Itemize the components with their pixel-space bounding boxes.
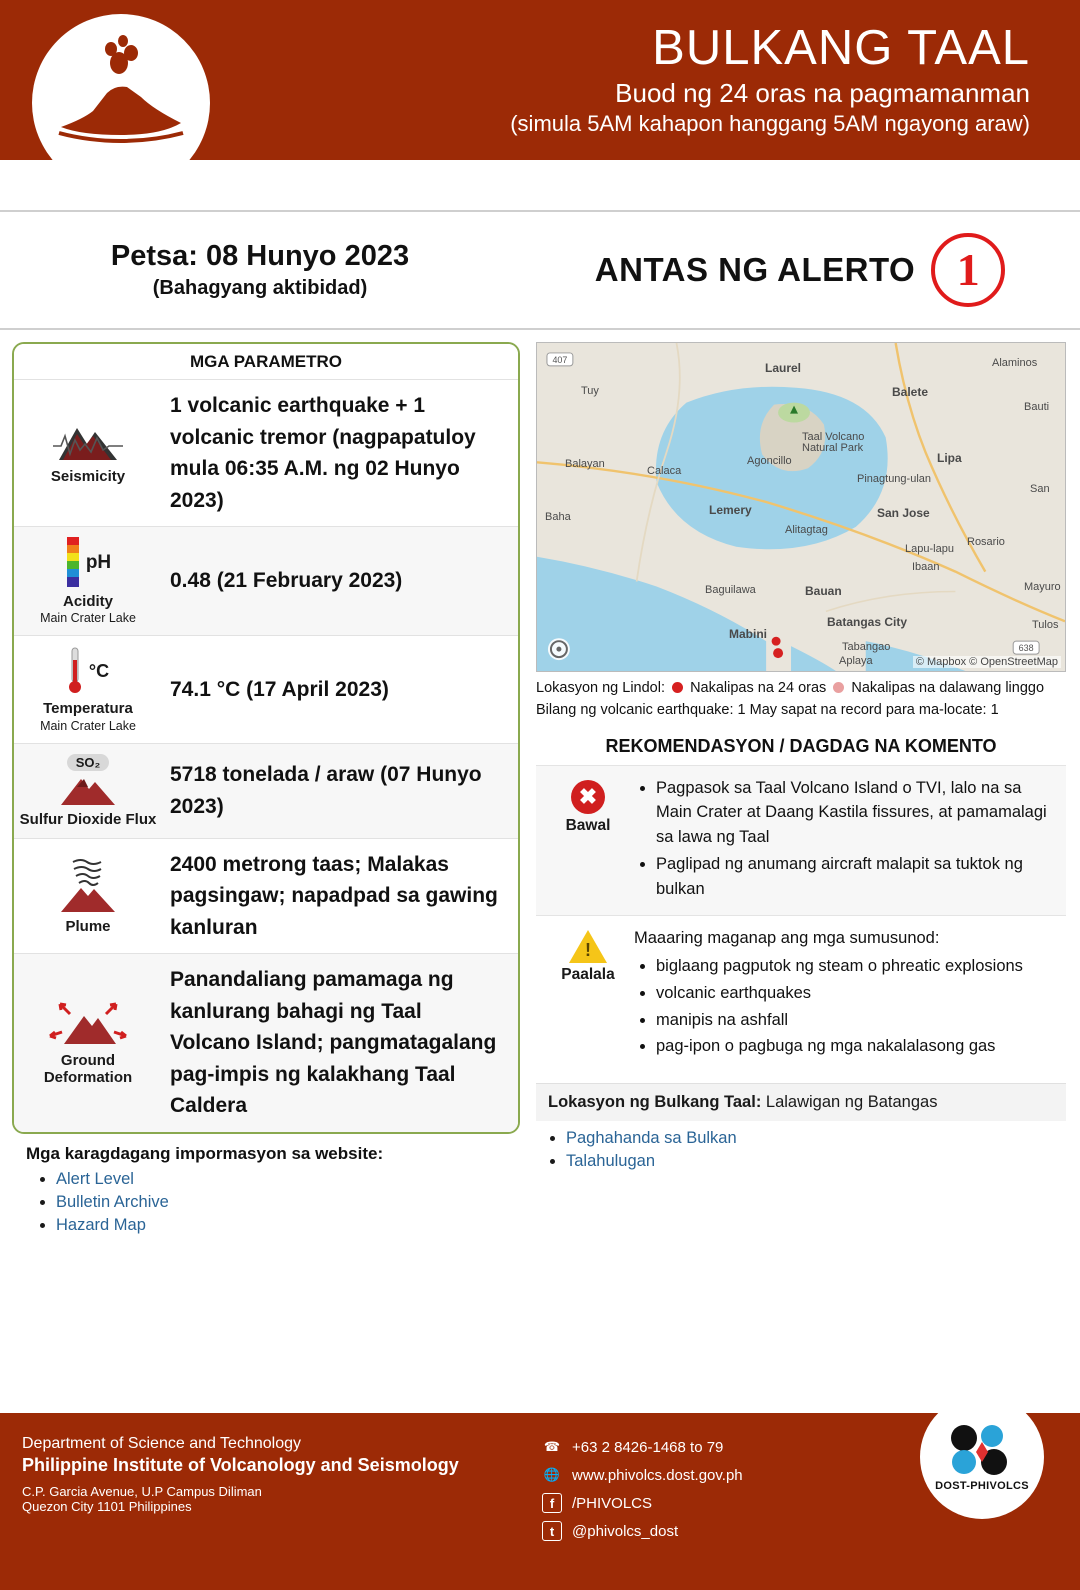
- map-attribution: © Mapbox © OpenStreetMap: [913, 656, 1061, 668]
- map-label: Bauan: [805, 584, 842, 598]
- facebook-icon: f: [542, 1493, 562, 1513]
- alert-level-badge: 1: [931, 233, 1005, 307]
- warning-icon: !: [569, 930, 607, 963]
- alert-level-label: ANTAS NG ALERTO: [594, 251, 916, 288]
- list-item: • Paglipad ng anumang aircraft malapit sa tuktok ng bulkan: [656, 852, 1058, 902]
- footer-agency-block: [22, 1435, 542, 1590]
- map-label: Bauti: [1024, 401, 1050, 413]
- map-label: Laurel: [765, 361, 802, 375]
- recommendations-title: REKOMENDASYON / DAGDAG NA KOMENTO: [605, 735, 997, 756]
- parameter-value: 0.48 (21 February 2023): [170, 569, 403, 593]
- map-label: Mabini: [729, 627, 767, 641]
- page-title: BULKANG TAAL: [652, 20, 1030, 75]
- legend-label-2weeks: Nakalipas na dalawang linggo: [851, 680, 1045, 696]
- legend-label-24h: Nakalipas na 24 oras: [690, 680, 827, 696]
- list-item[interactable]: [56, 1216, 520, 1235]
- taal-volcano-map[interactable]: [536, 342, 1066, 672]
- list-item: • manipis na ashfall: [656, 1008, 1058, 1033]
- link-paghahanda-sa-bulkan[interactable]: Paghahanda sa Bulkan: [566, 1129, 737, 1147]
- footer-department: Department of Science and Technology: [22, 1435, 301, 1452]
- page-subtitle: Buod ng 24 oras na pagmamanman: [615, 78, 1030, 109]
- map-label: Ibaan: [912, 561, 940, 573]
- parameter-value: 2400 metrong taas; Malakas pagsingaw; napadpad sa gawing kanluran: [170, 852, 498, 939]
- extra-links-title: Mga karagdagang impormasyon sa website:: [26, 1143, 384, 1163]
- so2-icon-cell: [14, 744, 162, 838]
- prohibited-body: [634, 776, 1058, 904]
- location-label: Lokasyon ng Bulkang Taal:: [548, 1093, 762, 1111]
- warning-icon-cell: [542, 926, 634, 1061]
- parameter-label: Sulfur Dioxide Flux: [19, 810, 157, 828]
- list-item: • volcanic earthquakes: [656, 981, 1058, 1006]
- list-item: • pag-ipon o pagbuga ng mga nakalalasong gas: [656, 1034, 1058, 1059]
- plume-volcano-icon: [55, 856, 121, 914]
- seismicity-icon: [53, 420, 123, 464]
- legend-prefix: Lokasyon ng Lindol:: [536, 680, 665, 696]
- warning-body: [634, 926, 1058, 1061]
- thermometer-icon: [67, 646, 83, 696]
- map-label: Tuy: [581, 385, 599, 397]
- page-header: [0, 0, 1080, 160]
- legend-dot-2weeks: [833, 682, 844, 693]
- footer-institute: Philippine Institute of Volcanology and Seismology: [22, 1455, 459, 1475]
- page-subtitle-2: (simula 5AM kahapon hanggang 5AM ngayong araw): [510, 111, 1030, 137]
- map-and-recommendations-column: [530, 330, 1080, 1410]
- main-content: [0, 330, 1080, 1410]
- location-value: Lalawigan ng Batangas: [765, 1093, 938, 1111]
- map-label: San Jose: [877, 506, 930, 520]
- warning-intro: Maaaring maganap ang mga sumusunod:: [634, 929, 940, 948]
- map-label: Batangas City: [827, 615, 908, 629]
- parameter-row-temperatura: [14, 635, 518, 742]
- legend-line-1: [536, 678, 1066, 700]
- map-labels: [537, 343, 1065, 671]
- prohibited-list: [634, 776, 1058, 902]
- map-label: Aplaya: [839, 655, 873, 667]
- parameter-value: Panandaliang pamamaga ng kanlurang bahagi ng Taal Volcano Island; pangmatagalang pag-impis ng kalakhang Taal Caldera: [170, 968, 497, 1118]
- dost-phivolcs-logo: [920, 1395, 1044, 1519]
- parameter-label: Ground Deformation: [43, 1051, 133, 1086]
- map-label: Natural Park: [802, 442, 864, 454]
- footer-logo-text: DOST-PHIVOLCS: [935, 1480, 1029, 1492]
- map-label: Mayuro: [1024, 581, 1061, 593]
- list-item: • Pagpasok sa Taal Volcano Island o TVI, lalo na sa Main Crater at Daang Kastila fissures, at pamamalagi sa lawa ng Taal: [656, 776, 1058, 850]
- list-item[interactable]: [566, 1152, 1066, 1171]
- parameter-value: 5718 tonelada / araw (07 Hunyo 2023): [170, 763, 482, 818]
- temperature-icon-cell: [14, 636, 162, 742]
- legend-line-2: Bilang ng volcanic earthquake: 1 May sapat na record para ma-locate: 1: [536, 701, 999, 718]
- map-label: Balayan: [565, 458, 605, 470]
- map-label: Baguilawa: [705, 584, 756, 596]
- warning-list: [634, 954, 1058, 1059]
- footer-website-text[interactable]: www.phivolcs.dost.gov.ph: [572, 1466, 743, 1484]
- link-bulletin-archive[interactable]: Bulletin Archive: [56, 1192, 169, 1211]
- svg-text:407: 407: [552, 354, 568, 365]
- ph-badge: pH: [85, 552, 112, 573]
- ph-scale-icon: [65, 537, 81, 589]
- so2-volcano-icon: [57, 773, 119, 807]
- map-label: Baha: [545, 511, 571, 523]
- parameter-label: Temperatura: [43, 700, 133, 718]
- parameter-label: Seismicity: [50, 468, 126, 486]
- extra-links-list: [26, 1170, 520, 1235]
- parameters-title: MGA PARAMETRO: [14, 344, 518, 379]
- page-footer: [0, 1410, 1080, 1590]
- link-hazard-map[interactable]: Hazard Map: [56, 1215, 146, 1234]
- list-item[interactable]: [56, 1170, 520, 1189]
- link-talahulugan[interactable]: Talahulugan: [566, 1152, 655, 1170]
- parameter-row-acidity: [14, 526, 518, 635]
- list-item: • biglaang pagputok ng steam o phreatic explosions: [656, 954, 1058, 979]
- map-label: Pinagtung-ulan: [857, 473, 932, 485]
- phivolcs-volcano-logo: [32, 14, 210, 192]
- ground-deformation-icon-cell: [14, 954, 162, 1132]
- footer-facebook-text[interactable]: /PHIVOLCS: [572, 1494, 653, 1512]
- date-alert-bar: [0, 212, 1080, 330]
- prohibited-label: Bawal: [565, 816, 611, 834]
- warning-label: Paalala: [561, 966, 615, 984]
- parameters-box: [12, 342, 520, 1134]
- parameters-column: [0, 330, 530, 1410]
- so2-badge: SO₂: [67, 754, 110, 771]
- dost-phivolcs-logo-icon: [944, 1422, 1020, 1480]
- parameter-row-sulfur-dioxide: [14, 743, 518, 838]
- acidity-icon-cell: [14, 527, 162, 635]
- twitter-icon: t: [542, 1521, 562, 1541]
- svg-text:638: 638: [1018, 643, 1034, 654]
- plume-icon-cell: [14, 839, 162, 954]
- recommendation-prohibited: [536, 765, 1066, 916]
- extra-links-section: [12, 1134, 520, 1235]
- celsius-badge: °C: [88, 660, 110, 681]
- prohibited-icon: ✖: [571, 780, 605, 814]
- map-label: Lapu-lapu: [905, 543, 954, 555]
- map-label: Tulos: [1032, 619, 1059, 631]
- alert-block: [520, 233, 1080, 307]
- map-label: San: [1030, 483, 1050, 495]
- parameter-sublabel: Main Crater Lake: [40, 611, 136, 626]
- map-label: Agoncillo: [747, 455, 792, 467]
- recommendation-warning: [536, 915, 1066, 1073]
- parameter-sublabel: Main Crater Lake: [40, 718, 136, 733]
- map-label: Tabangao: [842, 641, 891, 653]
- bulletin-date: Petsa: 08 Hunyo 2023: [110, 240, 410, 272]
- prohibited-icon-cell: [542, 776, 634, 904]
- parameter-row-seismicity: [14, 379, 518, 526]
- map-label: Lemery: [709, 503, 752, 517]
- phone-icon: ☎: [543, 1439, 561, 1454]
- footer-address-1: C.P. Garcia Avenue, U.P Campus Diliman: [22, 1484, 262, 1499]
- map-label: Lipa: [937, 451, 962, 465]
- map-label: Alaminos: [992, 357, 1038, 369]
- legend-dot-24h: [672, 682, 683, 693]
- map-label: Taal Volcano: [802, 431, 865, 443]
- map-label: Calaca: [647, 465, 682, 477]
- parameter-row-ground-deformation: [14, 953, 518, 1132]
- map-label: Alitagtag: [785, 524, 828, 536]
- volcano-location-bar: [536, 1083, 1066, 1121]
- map-label: Balete: [892, 385, 929, 399]
- parameter-label: Acidity: [62, 593, 113, 610]
- parameter-row-plume: [14, 838, 518, 954]
- parameter-value: 74.1 °C (17 April 2023): [170, 677, 389, 701]
- parameter-value: 1 volcanic earthquake + 1 volcanic tremor (nagpapatuloy mula 06:35 A.M. ng 02 Hunyo 2023): [170, 394, 476, 512]
- ground-deformation-icon: [48, 1000, 128, 1048]
- map-legend: [536, 678, 1066, 722]
- footer-contact-twitter[interactable]: [542, 1521, 1060, 1541]
- globe-icon: 🌐: [543, 1467, 561, 1482]
- parameter-label: Plume: [65, 918, 111, 936]
- link-alert-level[interactable]: Alert Level: [56, 1169, 134, 1188]
- activity-note: (Bahagyang aktibidad): [152, 277, 368, 299]
- map-label: Rosario: [967, 536, 1005, 548]
- list-item[interactable]: [566, 1129, 1066, 1148]
- footer-phone-text: +63 2 8426-1468 to 79: [572, 1438, 724, 1456]
- recommendation-links: [536, 1129, 1066, 1171]
- header-text-block: [240, 20, 1060, 137]
- list-item[interactable]: [56, 1193, 520, 1212]
- footer-address-2: Quezon City 1101 Philippines: [22, 1499, 192, 1514]
- footer-twitter-text[interactable]: @phivolcs_dost: [572, 1522, 679, 1540]
- volcano-logo-icon: [41, 23, 201, 183]
- date-block: [0, 240, 520, 300]
- seismicity-icon-cell: [14, 380, 162, 526]
